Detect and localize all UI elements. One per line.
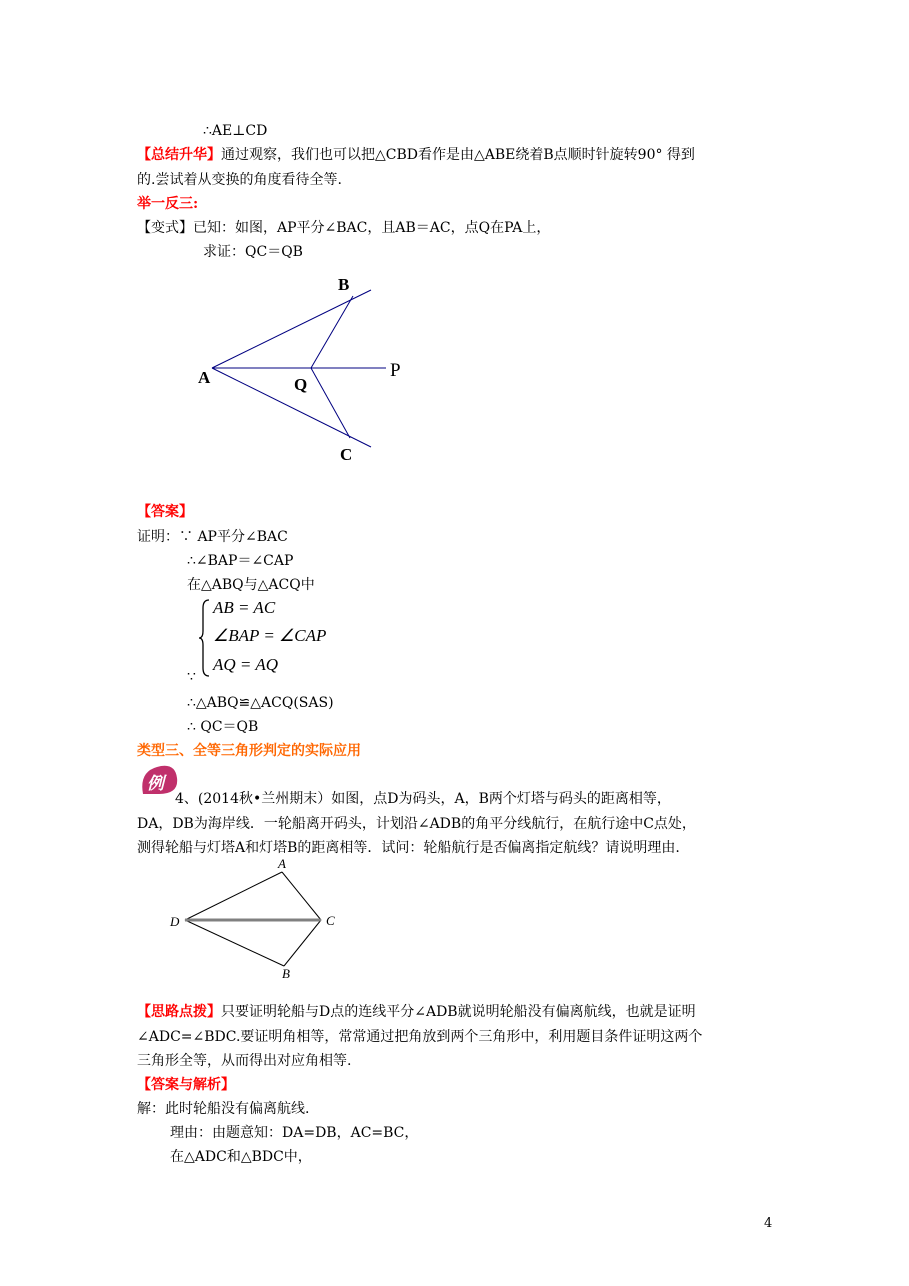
label-D: D bbox=[170, 914, 180, 929]
summary-text-1: 通过观察，我们也可以把△CBD看作是由△ABE绕着B点顺时针旋转90° 得到 bbox=[221, 147, 695, 163]
example-badge-text: 例 bbox=[147, 774, 164, 794]
summary-tag: 【总结升华】 bbox=[137, 147, 221, 163]
practice-given-line bbox=[137, 219, 550, 237]
answer-line-2: ∴∠BAP＝∠CAP bbox=[187, 553, 294, 569]
section-title: 类型三、全等三角形判定的实际应用 bbox=[137, 743, 361, 759]
practice-prove: 求证：QC＝QB bbox=[203, 244, 303, 260]
hint-line-3: 三角形全等，从而得出对应角相等. bbox=[137, 1053, 352, 1069]
label-C: C bbox=[326, 913, 335, 928]
practice-given: 已知：如图，AP平分∠BAC，且AB＝AC，点Q在PA上， bbox=[193, 220, 551, 236]
hint-text-1: 只要证明轮船与D点的连线平分∠ADB就说明轮船没有偏离航线，也就是证明 bbox=[221, 1004, 696, 1020]
hint-line-2: ∠ADC=∠BDC.要证明角相等，常常通过把角放到两个三角形中，利用题目条件证明这两个 bbox=[137, 1029, 703, 1045]
example-line-1: 4、(2014秋•兰州期末）如图，点D为码头，A，B两个灯塔与码头的距离相等， bbox=[175, 791, 671, 807]
figure-quadrilateral bbox=[160, 852, 350, 982]
hint-line-1 bbox=[137, 1003, 696, 1021]
figure-angle-bisector bbox=[190, 268, 430, 468]
answer-tag: 【答案】 bbox=[137, 504, 193, 520]
summary-line-1 bbox=[137, 146, 695, 164]
solution-line-1: 解：此时轮船没有偏离航线. bbox=[137, 1101, 310, 1117]
answer-line-3: 在△ABQ与△ACQ中 bbox=[187, 577, 315, 593]
solution-line-2: 理由：由题意知：DA=DB，AC=BC， bbox=[170, 1125, 419, 1141]
answer-conclusion-2: ∴ QC＝QB bbox=[187, 719, 259, 735]
label-P: P bbox=[390, 360, 401, 381]
example-line-2: DA，DB为海岸线．一轮船离开码头，计划沿∠ADB的角平分线航行，在航行途中C点处， bbox=[137, 816, 696, 832]
system-eq-3: AQ = AQ bbox=[213, 655, 278, 674]
page-number: 4 bbox=[764, 1216, 773, 1231]
answer-conclusion-1: ∴△ABQ≌△ACQ(SAS) bbox=[187, 695, 334, 711]
label-Q: Q bbox=[294, 375, 308, 394]
system-eq-1: AB = AC bbox=[213, 598, 276, 617]
solution-tag: 【答案与解析】 bbox=[137, 1077, 235, 1093]
label-A: A bbox=[278, 856, 286, 871]
hint-tag: 【思路点拨】 bbox=[137, 1004, 221, 1020]
label-B: B bbox=[338, 275, 350, 294]
system-eq-2: ∠BAP = ∠CAP bbox=[213, 626, 327, 645]
brace-icon bbox=[197, 598, 211, 678]
practice-heading: 举一反三: bbox=[137, 196, 199, 212]
label-A: A bbox=[198, 368, 211, 387]
summary-text-2: 的.尝试着从变换的角度看待全等. bbox=[137, 172, 342, 188]
example-line-3: 测得轮船与灯塔A和灯塔B的距离相等．试问：轮船航行是否偏离指定航线？请说明理由. bbox=[137, 840, 680, 856]
example-badge bbox=[139, 764, 179, 798]
label-C: C bbox=[340, 445, 353, 464]
label-B: B bbox=[282, 966, 290, 981]
practice-tag: 【变式】 bbox=[137, 220, 193, 236]
answer-line-1: 证明：∵ AP平分∠BAC bbox=[137, 529, 288, 545]
proof-end-text: ∴AE⊥CD bbox=[203, 123, 268, 139]
because-symbol: ∵ bbox=[187, 669, 196, 685]
solution-line-3: 在△ADC和△BDC中， bbox=[170, 1149, 312, 1165]
